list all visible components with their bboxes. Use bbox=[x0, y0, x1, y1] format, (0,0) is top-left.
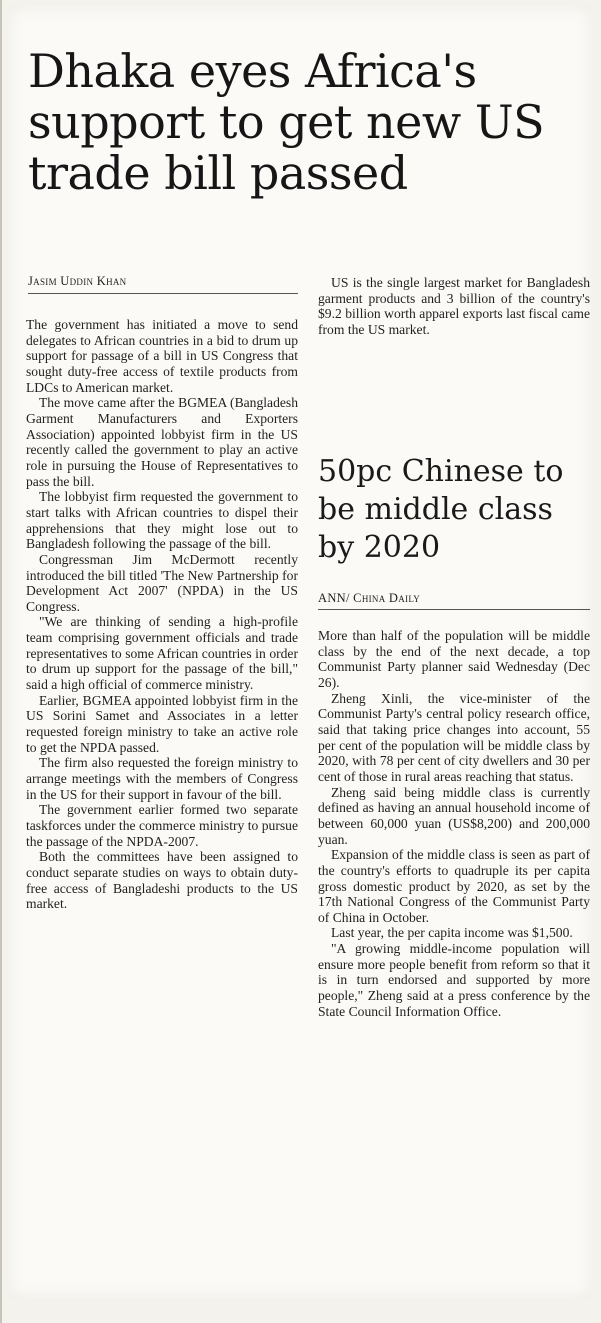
sidebar-paragraph: More than half of the population will be middle class by the end of the next decade, a top Communist Party planner said Wednesday (Dec 26). bbox=[318, 628, 590, 690]
main-article-col-1 bbox=[26, 317, 298, 912]
sidebar-headline: 50pc Chinese to be middle class by 2020 bbox=[318, 454, 564, 565]
main-headline: Dhaka eyes Africa's support to get new US trade bill passed bbox=[28, 44, 545, 200]
sidebar-paragraph: Zheng Xinli, the vice-minister of the Communist Party's central policy research office, said that taking price changes into account, 55 per cent of the population will be middle class by 2020, with 78 per cent of city dwellers and 30 per cent of those in rural areas reaching that status. bbox=[318, 690, 590, 784]
sidebar-paragraph: Expansion of the middle class is seen as part of the country's efforts to quadruple its per capita gross domestic product by 2020, as set by the 17th National Congress of the Communist Party of China in October. bbox=[318, 847, 590, 925]
main-byline: Jasim Uddin Khan bbox=[28, 274, 127, 288]
scan-edge bbox=[0, 0, 2, 1323]
article-paragraph: Congressman Jim McDermott recently introduced the bill titled 'The New Partnership for Development Act 2007' (NPDA) in the US Congress. bbox=[26, 551, 298, 614]
article-paragraph: The firm also requested the foreign ministry to arrange meetings with the members of Congress in the US for their support in favour of the bill. bbox=[26, 755, 298, 802]
byline-rule-right bbox=[318, 609, 590, 610]
sidebar-paragraph: Last year, the per capita income was $1,500. bbox=[331, 925, 573, 941]
sidebar-article-col bbox=[318, 628, 590, 1019]
newspaper-clipping bbox=[8, 6, 592, 1298]
byline-rule-left bbox=[28, 293, 298, 294]
article-paragraph: Earlier, BGMEA appointed lobbyist firm in the US Sorini Samet and Associates in a letter requested foreign ministry to take an active role to get the NPDA passed. bbox=[26, 692, 298, 755]
article-paragraph: Both the committees have been assigned to conduct separate studies on ways to obtain duty-free access of Bangladeshi products to the US market. bbox=[26, 849, 298, 912]
sidebar-paragraph: Zheng said being middle class is currently defined as having an annual household income of between 60,000 yuan (US$8,200) and 200,000 yuan. bbox=[318, 784, 590, 847]
article-paragraph: "We are thinking of sending a high-profile team comprising government officials and trade representatives to some African countries in order to drum up support for the passage of the bill," said a high official of commerce ministry. bbox=[26, 614, 298, 693]
sidebar-paragraph: "A growing middle-income population will ensure more people benefit from reform so that it is in turn endorsed and supported by more people," Zheng said at a press conference by the State Council Information Office. bbox=[318, 941, 590, 1019]
article-paragraph: The government earlier formed two separate taskforces under the commerce ministry to pursue the passage of the NPDA-2007. bbox=[26, 802, 298, 849]
article-paragraph: The lobbyist firm requested the government to start talks with African countries to dispel their apprehensions that they might lose out to Bangladesh following the passage of the bill. bbox=[26, 489, 298, 552]
article-paragraph: US is the single largest market for Bangladesh garment products and 3 billion of the country's $9.2 billion worth apparel exports last fiscal came from the US market. bbox=[318, 275, 590, 337]
sidebar-byline: ANN/ China Daily bbox=[318, 591, 421, 605]
article-paragraph: The move came after the BGMEA (Bangladesh Garment Manufacturers and Exporters Association) appointed lobbyist firm in the US recently called the government to play an active role in pursuing the House of Representatives to pass the bill. bbox=[26, 395, 298, 489]
main-article-col-2 bbox=[318, 275, 590, 338]
article-paragraph: The government has initiated a move to send delegates to African countries in a bid to drum up support for passage of a bill in US Congress that sought duty-free access of textile products from LDCs to American market. bbox=[26, 317, 298, 395]
